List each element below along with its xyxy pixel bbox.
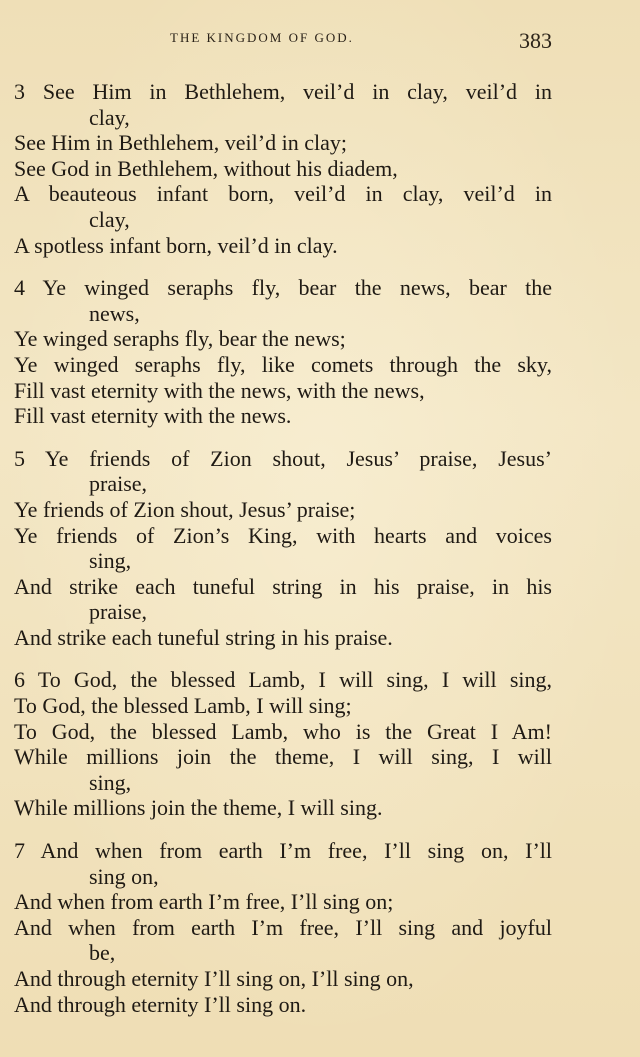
verse-line: See God in Bethlehem, without his diadem,	[14, 155, 398, 181]
verse-line: And strike each tuneful string in his praise.	[14, 624, 393, 650]
verse-line: And when from earth I’m free, I’ll sing on;	[14, 889, 394, 915]
running-title: THE KINGDOM OF GOD.	[170, 30, 354, 45]
verse-number: 7	[14, 838, 25, 864]
verse-line: While millions join the theme, I will sing, I will	[14, 744, 552, 770]
verse-line: A beauteous infant born, veil’d in clay, veil’d in	[14, 181, 552, 207]
verse-line-continuation: be,	[89, 940, 116, 966]
verse-number: 3	[14, 79, 25, 104]
verse-6	[14, 667, 554, 821]
verse-line: 5 Ye friends of Zion shout, Jesus’ praise, Jesus’	[14, 445, 552, 471]
verse-number: 5	[14, 445, 25, 471]
verse-line: Fill vast eternity with the news.	[14, 403, 292, 429]
verse-line: See Him in Bethlehem, veil’d in clay;	[14, 130, 347, 156]
verse-line: A spotless infant born, veil’d in clay.	[14, 232, 338, 258]
verses	[14, 79, 554, 1034]
verse-line: And through eternity I’ll sing on.	[14, 991, 307, 1017]
verse-line: 6 To God, the blessed Lamb, I will sing, I will sing,	[14, 667, 552, 693]
verse-line: And through eternity I’ll sing on, I’ll sing on,	[14, 966, 414, 991]
page-number: 383	[519, 28, 552, 53]
verse-number: 6	[14, 667, 25, 693]
verse-3	[14, 79, 554, 258]
verse-line-continuation: news,	[89, 300, 140, 326]
verse-line: Fill vast eternity with the news, with the news,	[14, 377, 425, 403]
verse-line-continuation: praise,	[89, 471, 148, 497]
verse-line-continuation: sing on,	[89, 863, 159, 889]
verse-line: While millions join the theme, I will sing.	[14, 795, 383, 821]
verse-4	[14, 275, 554, 429]
verse-7	[14, 838, 554, 1017]
verse-line: To God, the blessed Lamb, who is the Great I Am!	[14, 718, 552, 744]
verse-line: 3 See Him in Bethlehem, veil’d in clay, veil’d in	[14, 79, 552, 104]
verse-line: To God, the blessed Lamb, I will sing;	[14, 693, 352, 719]
verse-line: And strike each tuneful string in his praise, in his	[14, 573, 552, 599]
verse-line-continuation: praise,	[89, 599, 148, 625]
verse-line-continuation: clay,	[89, 206, 130, 232]
verse-line-continuation: clay,	[89, 104, 130, 130]
verse-line: Ye winged seraphs fly, like comets through the sky,	[14, 351, 552, 377]
verse-line-continuation: sing,	[89, 769, 132, 795]
verse-line: 4 Ye winged seraphs fly, bear the news, bear the	[14, 275, 552, 301]
verse-line: Ye friends of Zion’s King, with hearts and voices	[14, 522, 552, 548]
verse-line: And when from earth I’m free, I’ll sing and joyful	[14, 914, 552, 940]
verse-number: 4	[14, 275, 25, 301]
verse-line: Ye winged seraphs fly, bear the news;	[14, 326, 346, 352]
verse-line: Ye friends of Zion shout, Jesus’ praise;	[14, 496, 356, 522]
verse-line-continuation: sing,	[89, 548, 132, 574]
verse-line: 7 And when from earth I’m free, I’ll sing on, I’ll	[14, 838, 552, 864]
verse-5	[14, 446, 554, 651]
